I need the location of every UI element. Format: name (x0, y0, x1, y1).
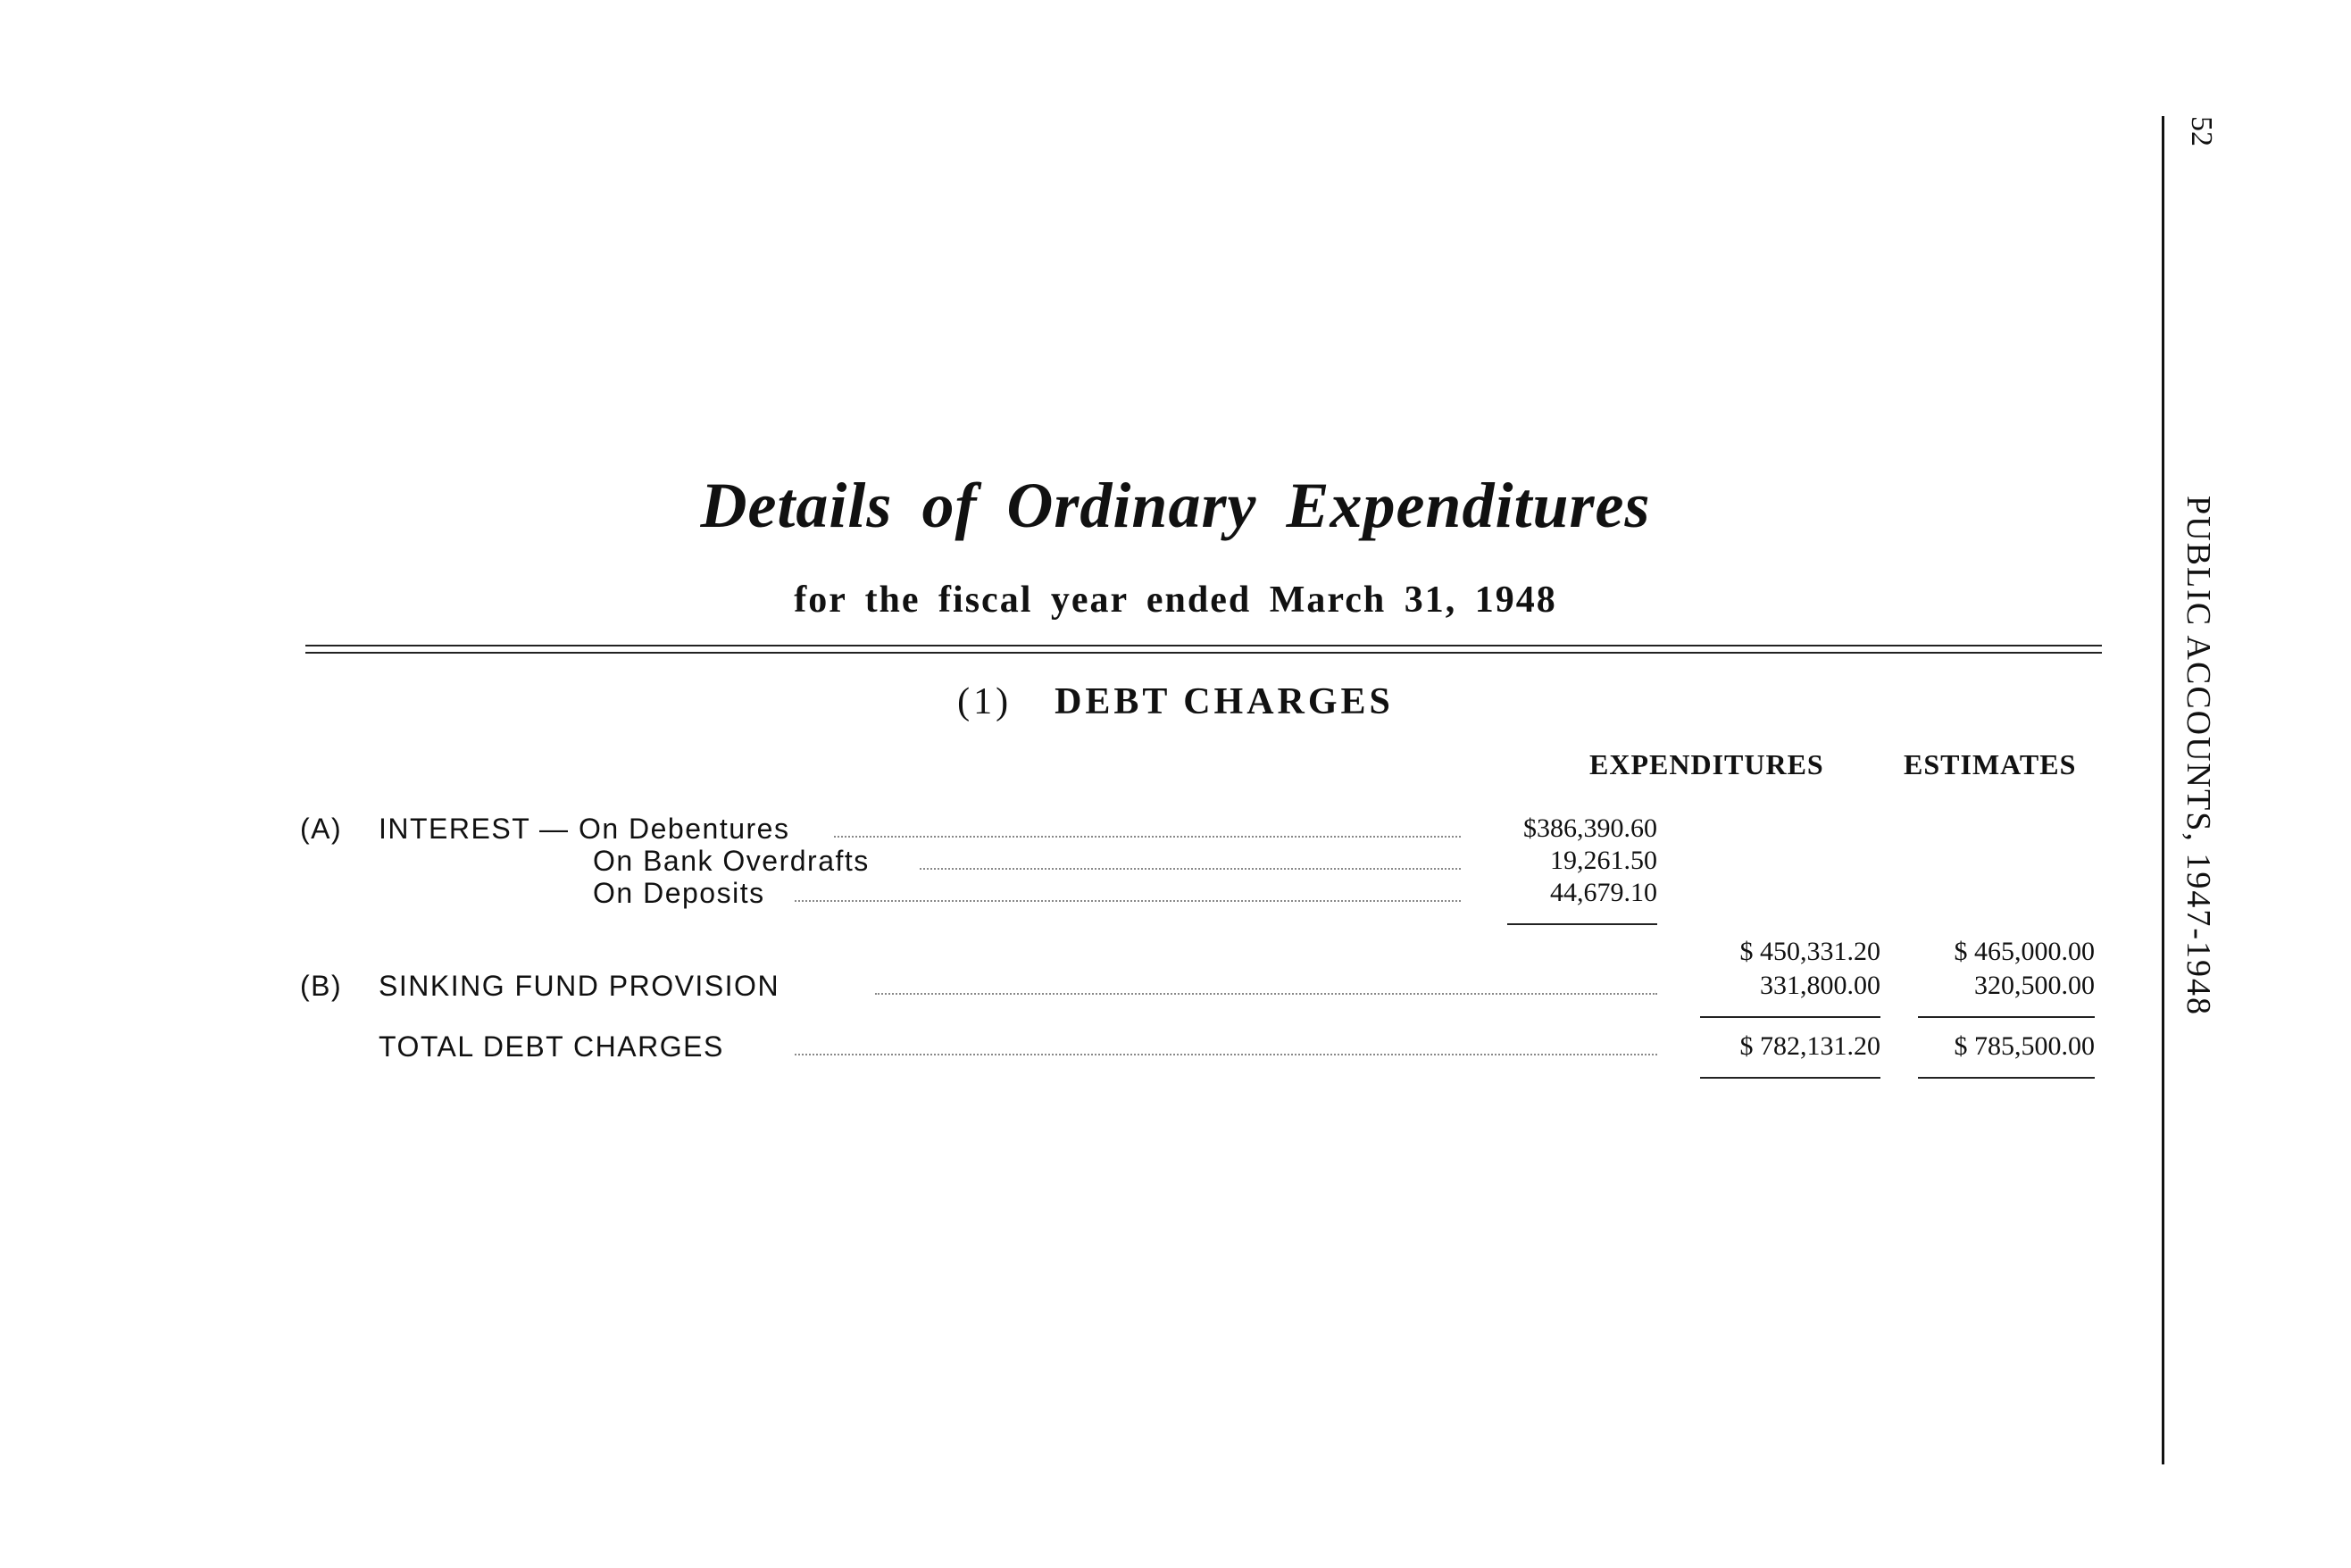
leader-dots (795, 900, 1461, 902)
sinking-fund-expenditures: 331,800.00 (1760, 971, 1880, 1000)
leader-dots (875, 993, 1657, 995)
interest-marker: (A) (300, 813, 343, 845)
interest-overdrafts-amount: 19,261.50 (1550, 846, 1657, 875)
total-label: TOTAL DEBT CHARGES (379, 1030, 724, 1063)
title-double-rule (305, 645, 2102, 654)
sinking-fund-label: SINKING FUND PROVISION (379, 970, 780, 1002)
sinking-fund-estimates: 320,500.00 (1974, 971, 2095, 1000)
interest-debentures-label: INTEREST — On Debentures (379, 813, 790, 845)
section-title: DEBT CHARGES (1055, 681, 1394, 722)
document-title: Details of Ordinary Expenditures (700, 470, 1651, 541)
interest-overdrafts-label: On Bank Overdrafts (593, 845, 870, 877)
estimates-sum-rule (1918, 1016, 2095, 1018)
section-number: (1) (957, 681, 1013, 722)
total-expenditures: $ 782,131.20 (1739, 1031, 1880, 1061)
page-number (2179, 116, 2232, 170)
column-heading-expenditures: EXPENDITURES (1589, 748, 1824, 780)
expenditures-sum-rule (1700, 1016, 1880, 1018)
interest-subtotal-expenditures: $ 450,331.20 (1739, 937, 1880, 966)
interest-debentures-amount: $386,390.60 (1523, 813, 1657, 843)
section-heading (0, 680, 2351, 723)
margin-vertical-rule (2162, 116, 2164, 1464)
running-head: PUBLIC ACCOUNTS, 1947-1948 (2180, 496, 2217, 1016)
leader-dots (920, 868, 1461, 870)
column-heading-estimates: ESTIMATES (1904, 748, 2077, 780)
sinking-fund-marker: (B) (300, 970, 343, 1002)
interest-subtotal-estimates: $ 465,000.00 (1954, 937, 2095, 966)
leader-dots (834, 836, 1461, 838)
expenditures-total-rule (1700, 1077, 1880, 1079)
total-estimates: $ 785,500.00 (1954, 1031, 2095, 1061)
interest-deposits-amount: 44,679.10 (1550, 878, 1657, 907)
page-number-text: 52 (2185, 116, 2218, 146)
interest-deposits-label: On Deposits (593, 877, 765, 909)
leader-dots (795, 1054, 1657, 1055)
estimates-total-rule (1918, 1077, 2095, 1079)
document-subtitle: for the fiscal year ended March 31, 1948 (794, 580, 1557, 621)
interest-sum-rule (1507, 923, 1657, 925)
